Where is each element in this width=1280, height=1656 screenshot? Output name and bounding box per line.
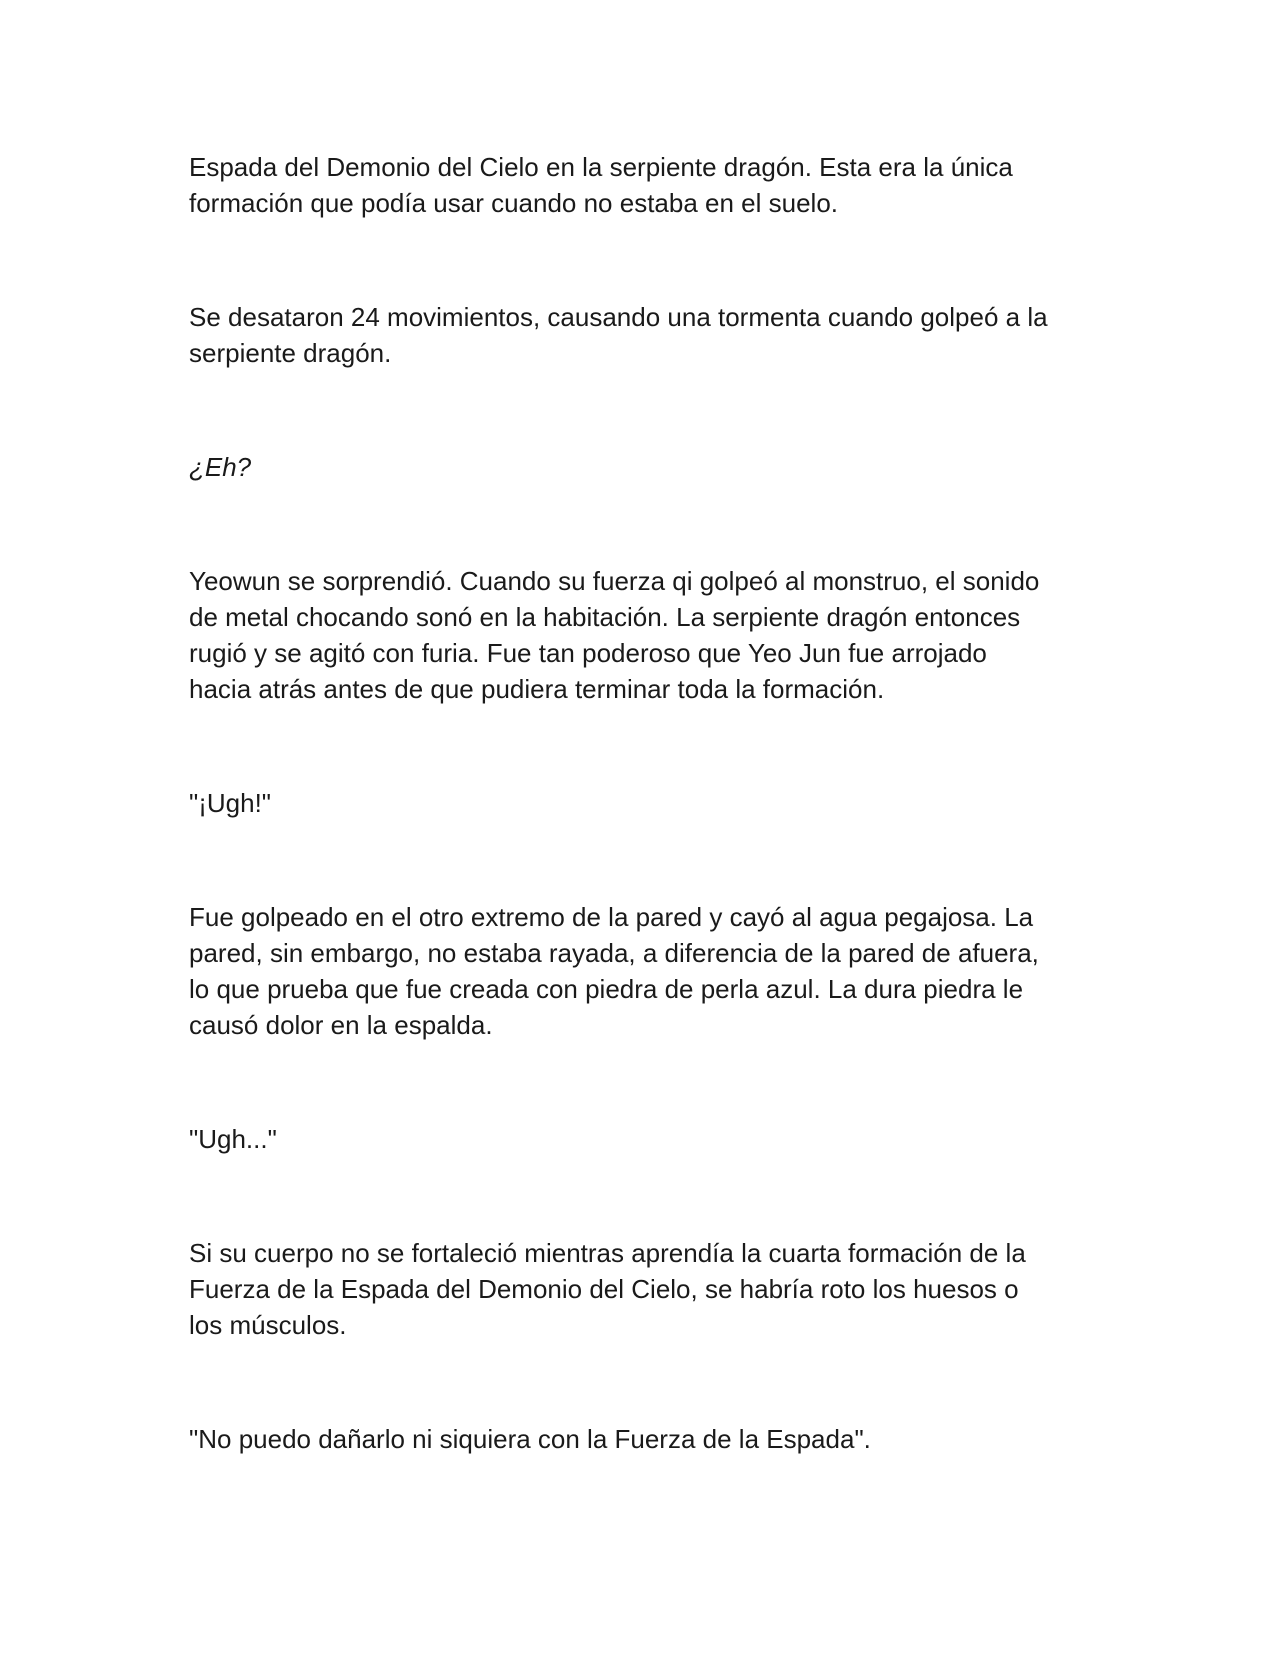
paragraph-1 [189,149,1099,221]
paragraph-line: Se desataron 24 movimientos, causando una tormenta cuando golpeó a la [189,302,1048,332]
paragraph-line: "No puedo dañarlo ni siquiera con la Fuerza de la Espada". [189,1424,871,1454]
paragraph-line: hacia atrás antes de que pudiera terminar toda la formación. [189,674,885,704]
paragraph-2 [189,299,1099,371]
paragraph-line: pared, sin embargo, no estaba rayada, a diferencia de la pared de afuera, [189,938,1039,968]
paragraph-line: Fue golpeado en el otro extremo de la pared y cayó al agua pegajosa. La [189,902,1034,932]
paragraph-line: lo que prueba que fue creada con piedra de perla azul. La dura piedra le [189,974,1024,1004]
paragraph-line: Espada del Demonio del Cielo en la serpiente dragón. Esta era la única [189,152,1013,182]
paragraph-line: Yeowun se sorprendió. Cuando su fuerza qi golpeó al monstruo, el sonido [189,566,1040,596]
paragraph-7-dialogue [189,1121,1099,1157]
paragraph-line: causó dolor en la espalda. [189,1010,493,1040]
paragraph-line: de metal chocando sonó en la habitación. La serpiente dragón entonces [189,602,1021,632]
paragraph-3-italic-thought [189,449,1099,485]
paragraph-5-dialogue [189,785,1099,821]
paragraph-line: Fuerza de la Espada del Demonio del Cielo, se habría roto los huesos o [189,1274,1019,1304]
paragraph-6 [189,899,1099,1043]
paragraph-9-dialogue [189,1421,1099,1457]
paragraph-line: los músculos. [189,1310,347,1340]
paragraph-line: rugió y se agitó con furia. Fue tan poderoso que Yeo Jun fue arrojado [189,638,987,668]
paragraph-line: formación que podía usar cuando no estaba en el suelo. [189,188,839,218]
paragraph-4 [189,563,1099,707]
paragraph-line: ¿Eh? [189,452,252,482]
paragraph-8 [189,1235,1099,1343]
paragraph-line: serpiente dragón. [189,338,392,368]
paragraph-line: "¡Ugh!" [189,788,272,818]
paragraph-line: Si su cuerpo no se fortaleció mientras aprendía la cuarta formación de la [189,1238,1026,1268]
paragraph-line: "Ugh..." [189,1124,277,1154]
